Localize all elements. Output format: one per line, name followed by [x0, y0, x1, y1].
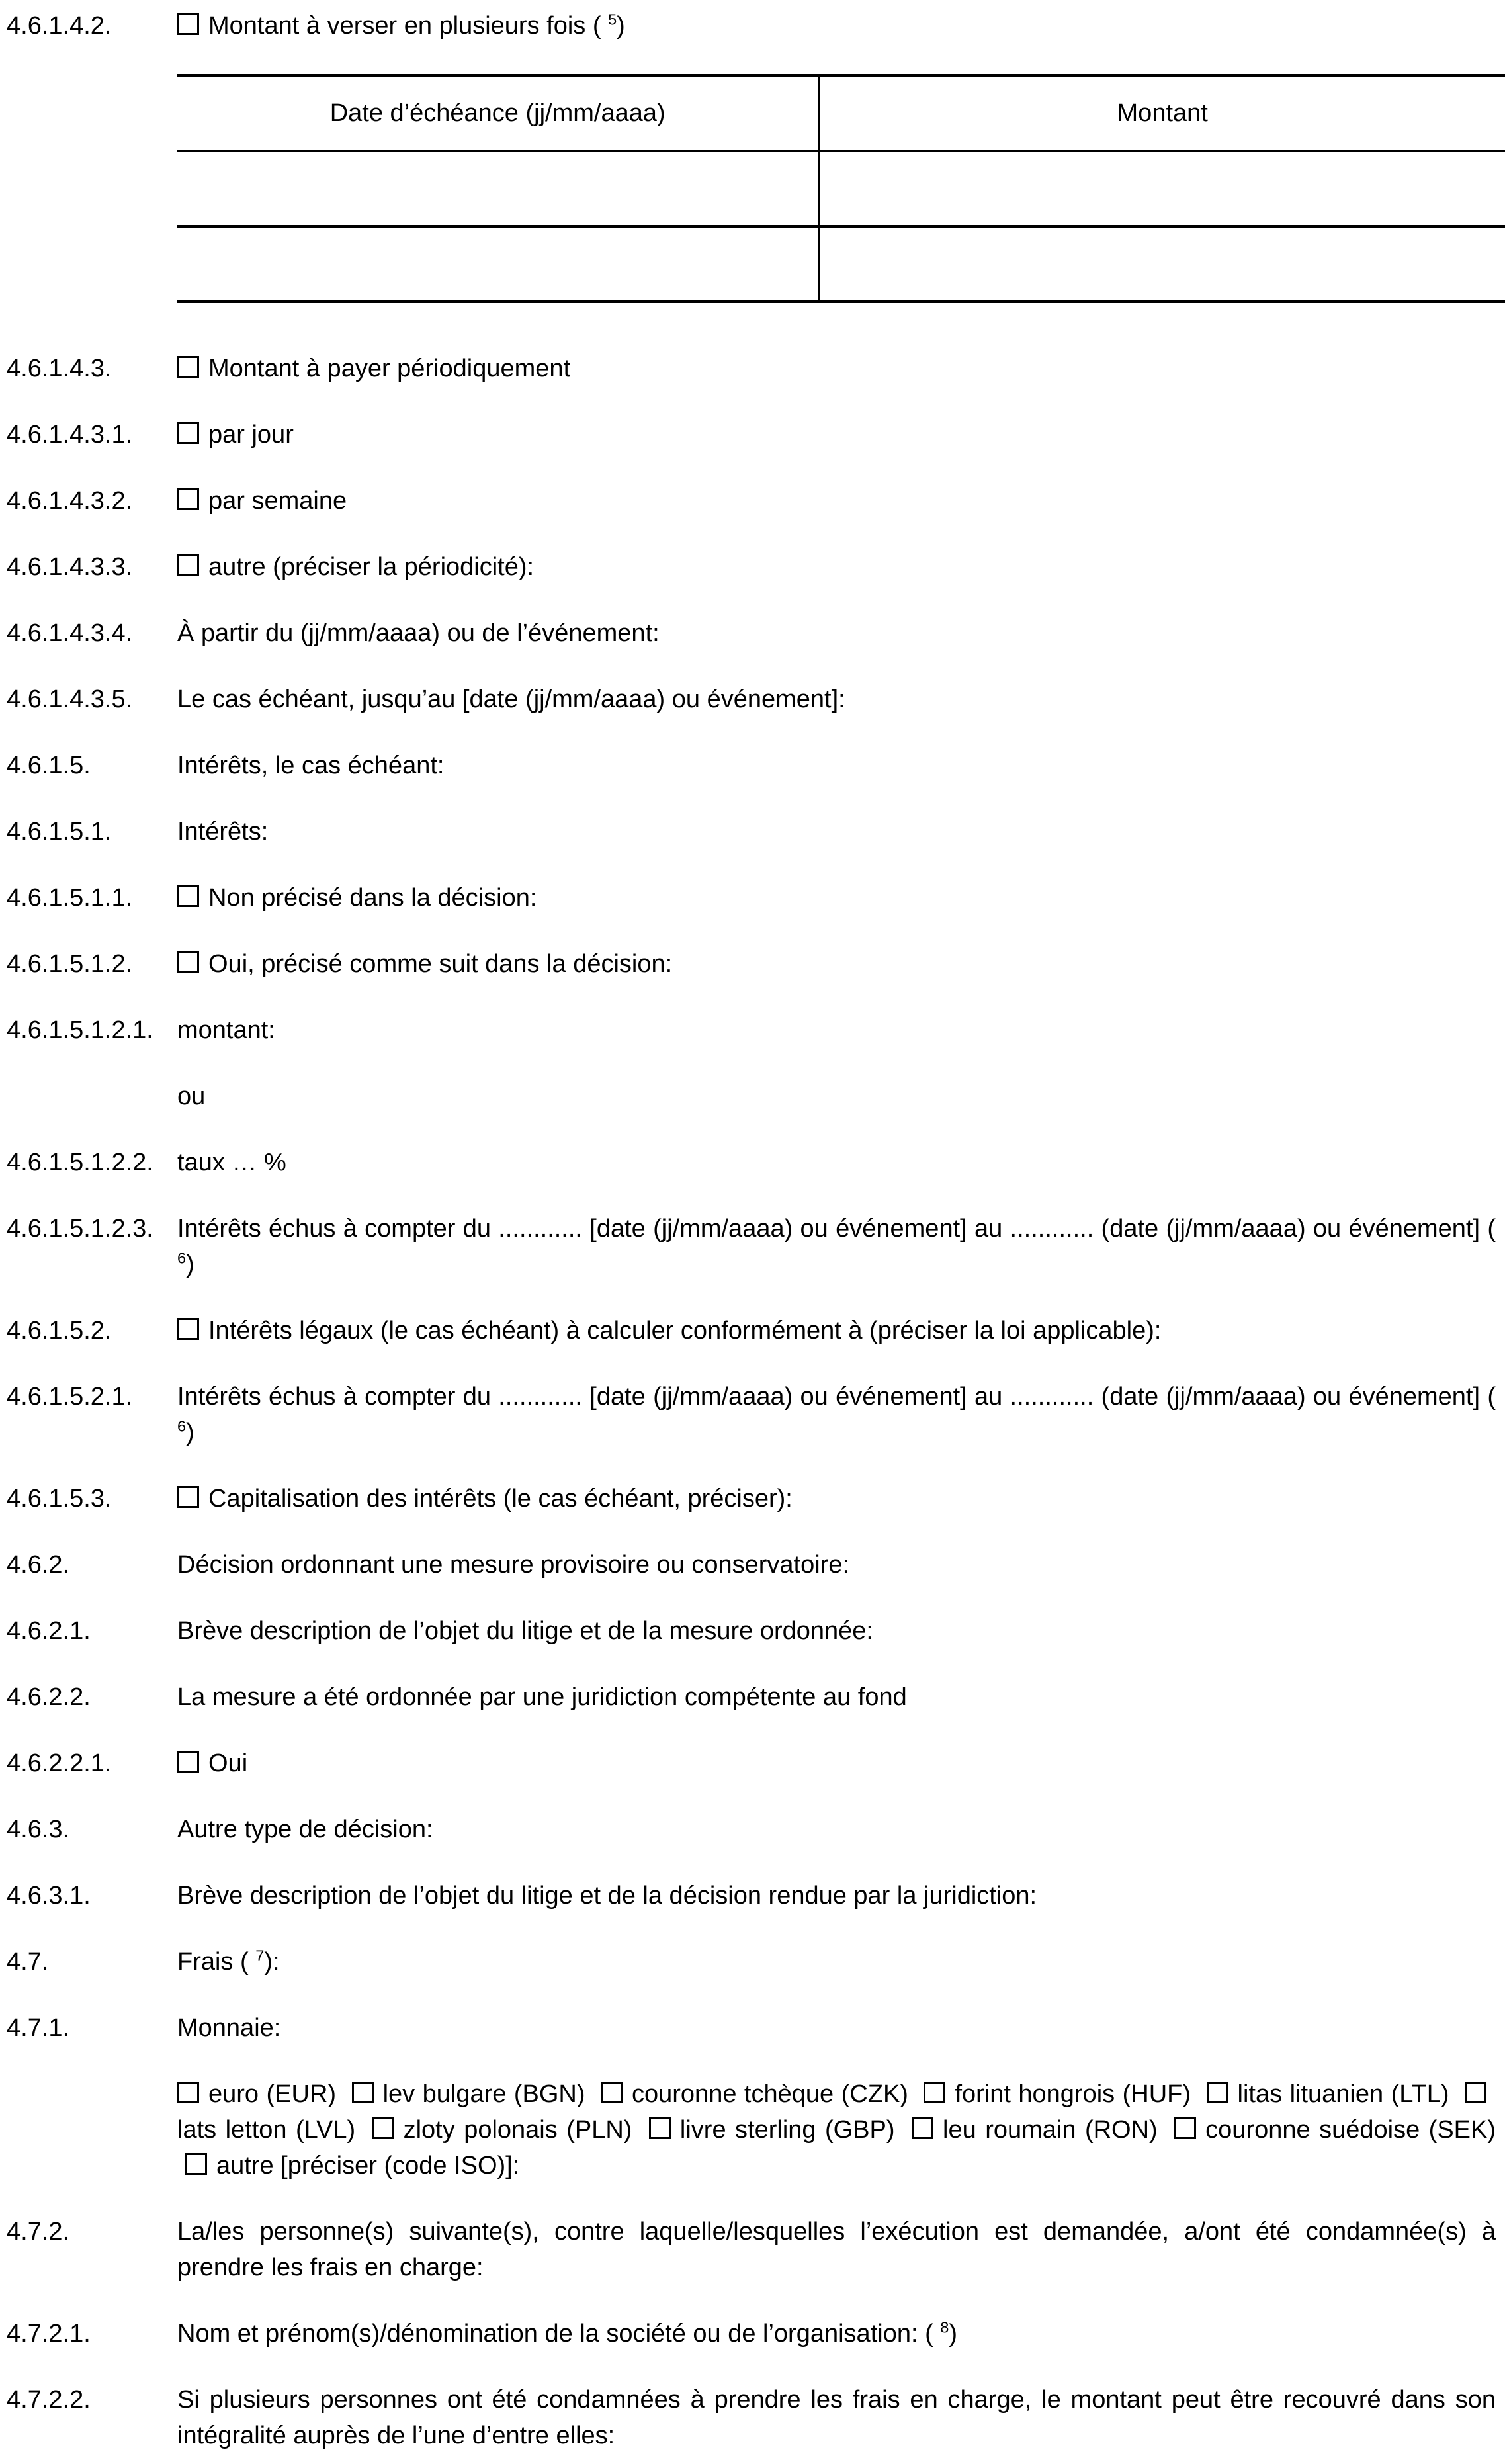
item-text	[177, 1547, 1505, 1583]
item-text-run: par semaine	[208, 487, 347, 515]
item-number: 4.6.1.4.3.2.	[7, 487, 133, 515]
item-text-run: )	[186, 1251, 194, 1278]
item-text	[177, 1745, 1505, 1781]
form-item	[7, 1012, 1505, 1048]
item-text	[177, 549, 1505, 585]
item-number: 4.6.2.2.1.	[7, 1749, 112, 1777]
item-text-run: Intérêts légaux (le cas échéant) à calculer conformément à (préciser la loi applicable):	[208, 1317, 1162, 1344]
table-header-row	[177, 77, 1505, 152]
item-number: 4.6.1.5.2.1.	[7, 1383, 133, 1411]
item-text	[177, 946, 1505, 982]
item-text-run: ou	[177, 1082, 206, 1110]
item-number: 4.6.1.5.3.	[7, 1485, 112, 1513]
checkbox-icon[interactable]	[1465, 2082, 1486, 2103]
checkbox-icon[interactable]	[177, 1318, 199, 1340]
table-cell-due-date	[177, 152, 820, 225]
item-text-run: autre [préciser (code ISO)]:	[216, 2152, 520, 2179]
item-number: 4.7.2.1.	[7, 2320, 91, 2348]
form-item	[7, 748, 1505, 783]
checkbox-icon[interactable]	[1207, 2082, 1228, 2103]
form-item	[7, 946, 1505, 982]
footnote-ref: 6	[177, 1417, 187, 1435]
item-number: 4.6.1.5.1.	[7, 818, 112, 846]
item-number: 4.6.2.2.	[7, 1683, 91, 1711]
checkbox-icon[interactable]	[177, 885, 199, 907]
item-text-run: La mesure a été ordonnée par une juridiction compétente au fond	[177, 1683, 907, 1711]
item-number: 4.7.	[7, 1948, 49, 1976]
item-text	[177, 1078, 1505, 1114]
item-text-run: Montant à payer périodiquement	[208, 355, 571, 382]
form-item	[7, 549, 1505, 585]
form-item	[7, 1481, 1505, 1517]
installments-table	[177, 74, 1505, 303]
table-row	[177, 152, 1505, 228]
checkbox-icon[interactable]	[177, 422, 199, 444]
item-text-run: )	[949, 2320, 958, 2348]
checkbox-icon[interactable]	[177, 13, 199, 35]
checkbox-icon[interactable]	[924, 2082, 945, 2103]
item-number: 4.6.1.5.1.2.2.	[7, 1149, 153, 1176]
item-number: 4.7.2.2.	[7, 2386, 91, 2414]
checkbox-icon[interactable]	[912, 2117, 933, 2139]
form-item	[7, 1944, 1505, 1980]
item-number: 4.6.1.4.3.4.	[7, 619, 133, 647]
item-text-run: couronne suédoise (SEK)	[1205, 2116, 1496, 2144]
item-text-run: Intérêts échus à compter du ............ [date (jj/mm/aaaa) ou événement] au ............ (date (jj/mm/aaaa) ou événement] (	[177, 1383, 1496, 1411]
footnote-ref: 7	[255, 1947, 265, 1964]
item-text	[177, 1613, 1505, 1649]
item-text-run: zloty polonais (PLN)	[403, 2116, 632, 2144]
item-text-run: Nom et prénom(s)/dénomination de la société ou de l’organisation: (	[177, 2320, 933, 2348]
item-number: 4.7.1.	[7, 2014, 70, 2042]
item-text	[177, 2382, 1505, 2453]
item-text	[177, 1878, 1505, 1914]
form-item	[7, 1313, 1505, 1348]
item-text	[177, 1313, 1505, 1348]
item-text	[177, 615, 1505, 651]
table-row	[177, 228, 1505, 303]
checkbox-icon[interactable]	[372, 2117, 394, 2139]
item-text-run: litas lituanien (LTL)	[1237, 2080, 1449, 2108]
item-text-run: ):	[264, 1948, 280, 1976]
item-text-run: Capitalisation des intérêts (le cas échéant, préciser):	[208, 1485, 793, 1513]
checkbox-icon[interactable]	[177, 1486, 199, 1508]
checkbox-icon[interactable]	[601, 2082, 623, 2103]
item-text-run: par jour	[208, 421, 294, 449]
form-item	[7, 1679, 1505, 1715]
form-items-section	[7, 351, 1505, 2453]
item-text-run: À partir du (jj/mm/aaaa) ou de l’événement:	[177, 619, 660, 647]
item-text	[177, 682, 1505, 717]
item-text	[177, 1679, 1505, 1715]
checkbox-icon[interactable]	[1174, 2117, 1196, 2139]
item-text-run: )	[186, 1419, 194, 1446]
item-number: 4.6.2.	[7, 1551, 70, 1579]
item-text-run: La/les personne(s) suivante(s), contre laquelle/lesquelles l’exécution est demandée, a/ont été condamnée(s) à prendre les frais en charge:	[177, 2218, 1496, 2281]
item-text-run: Brève description de l’objet du litige et de la mesure ordonnée:	[177, 1617, 873, 1645]
item-number: 4.6.1.5.1.2.1.	[7, 1016, 153, 1044]
table-header-due-date: Date d’échéance (jj/mm/aaaa)	[177, 77, 820, 150]
form-item	[7, 1745, 1505, 1781]
checkbox-icon[interactable]	[177, 554, 199, 576]
table-cell-amount	[820, 228, 1505, 300]
item-text	[177, 748, 1505, 783]
item-text-run: taux … %	[177, 1149, 286, 1176]
item-text	[177, 483, 1505, 519]
form-item	[7, 2382, 1505, 2453]
item-text	[177, 8, 1505, 44]
item-text	[177, 351, 1505, 386]
item-text-run: Monnaie:	[177, 2014, 281, 2042]
item-text-run: Non précisé dans la décision:	[208, 884, 537, 912]
item-text-run: lev bulgare (BGN)	[382, 2080, 585, 2108]
footnote-ref: 5	[608, 11, 617, 28]
form-item	[7, 2010, 1505, 2046]
form-item	[7, 8, 1505, 44]
item-number: 4.6.1.4.2.	[7, 12, 112, 40]
item-text	[177, 814, 1505, 850]
item-text-run: forint hongrois (HUF)	[955, 2080, 1191, 2108]
item-text	[177, 2214, 1505, 2285]
table-cell-amount	[820, 152, 1505, 225]
intro-section	[7, 8, 1505, 44]
form-item	[7, 483, 1505, 519]
table-header-amount: Montant	[1117, 99, 1208, 127]
item-text-run: Intérêts:	[177, 818, 269, 846]
item-text	[177, 1481, 1505, 1517]
form-item	[7, 1878, 1505, 1914]
item-number: 4.6.1.5.	[7, 752, 91, 779]
form-item	[7, 351, 1505, 386]
form-item	[7, 1379, 1505, 1450]
form-item	[7, 2316, 1505, 2352]
form-item	[7, 1211, 1505, 1282]
form-item	[7, 2214, 1505, 2285]
checkbox-icon[interactable]	[649, 2117, 671, 2139]
item-text-run: Intérêts, le cas échéant:	[177, 752, 445, 779]
item-text-run: livre sterling (GBP)	[679, 2116, 895, 2144]
item-number: 4.6.1.4.3.	[7, 355, 112, 382]
checkbox-icon[interactable]	[177, 356, 199, 378]
item-number: 4.6.1.5.1.2.3.	[7, 1215, 153, 1243]
item-text-run: Brève description de l’objet du litige et de la décision rendue par la juridiction:	[177, 1882, 1037, 1910]
item-text-run: couronne tchèque (CZK)	[632, 2080, 908, 2108]
item-text	[177, 1012, 1505, 1048]
form-item	[7, 1613, 1505, 1649]
form-item	[7, 1547, 1505, 1583]
item-number: 4.7.2.	[7, 2218, 70, 2246]
item-text-run: Intérêts échus à compter du ............ [date (jj/mm/aaaa) ou événement] au ............ (date (jj/mm/aaaa) ou événement] (	[177, 1215, 1496, 1243]
form-item	[7, 880, 1505, 916]
footnote-ref: 6	[177, 1249, 187, 1267]
item-text	[177, 2010, 1505, 2046]
item-number: 4.6.3.	[7, 1816, 70, 1843]
item-number: 4.6.2.1.	[7, 1617, 91, 1645]
item-number: 4.6.3.1.	[7, 1882, 91, 1910]
checkbox-icon[interactable]	[177, 1751, 199, 1773]
checkbox-icon[interactable]	[185, 2153, 207, 2175]
item-text	[177, 2076, 1505, 2183]
item-text	[177, 1944, 1505, 1980]
checkbox-icon[interactable]	[177, 2082, 199, 2103]
item-number: 4.6.1.5.1.1.	[7, 884, 133, 912]
footnote-ref: 8	[940, 2318, 949, 2336]
item-text-run: Frais (	[177, 1948, 249, 1976]
item-text-run: autre (préciser la périodicité):	[208, 553, 535, 581]
table-cell-due-date	[177, 228, 820, 300]
item-text	[177, 417, 1505, 453]
form-item	[7, 417, 1505, 453]
item-text-run: Le cas échéant, jusqu’au [date (jj/mm/aaaa) ou événement]:	[177, 685, 845, 713]
form-item	[7, 1078, 1505, 1114]
item-number: 4.6.1.4.3.5.	[7, 685, 133, 713]
item-number: 4.6.1.5.1.2.	[7, 950, 133, 978]
checkbox-icon[interactable]	[177, 951, 199, 973]
item-text-run: Décision ordonnant une mesure provisoire ou conservatoire:	[177, 1551, 849, 1579]
item-text-run: euro (EUR)	[208, 2080, 337, 2108]
item-text	[177, 1211, 1505, 1282]
checkbox-icon[interactable]	[352, 2082, 374, 2103]
item-text	[177, 1812, 1505, 1847]
item-number: 4.6.1.5.2.	[7, 1317, 112, 1344]
item-number: 4.6.1.4.3.3.	[7, 553, 133, 581]
item-text	[177, 2316, 1505, 2352]
item-text	[177, 880, 1505, 916]
form-item	[7, 615, 1505, 651]
form-item	[7, 814, 1505, 850]
item-text-run: Oui	[208, 1749, 248, 1777]
form-item	[7, 2076, 1505, 2183]
item-text-run: leu roumain (RON)	[943, 2116, 1158, 2144]
item-text-run: Montant à verser en plusieurs fois (	[208, 12, 601, 40]
item-text-run: Oui, précisé comme suit dans la décision:	[208, 950, 673, 978]
form-item	[7, 1812, 1505, 1847]
item-number: 4.6.1.4.3.1.	[7, 421, 133, 449]
item-text-run: lats letton (LVL)	[177, 2116, 356, 2144]
item-text	[177, 1379, 1505, 1450]
item-text	[177, 1145, 1505, 1180]
checkbox-icon[interactable]	[177, 488, 199, 510]
item-text-run: )	[617, 12, 625, 40]
item-text-run: montant:	[177, 1016, 275, 1044]
form-item	[7, 1145, 1505, 1180]
item-text-run: Si plusieurs personnes ont été condamnées à prendre les frais en charge, le montant peut être recouvré dans son intégralité auprès de l’une d’entre elles:	[177, 2386, 1496, 2449]
item-text-run: Autre type de décision:	[177, 1816, 433, 1843]
form-item	[7, 682, 1505, 717]
